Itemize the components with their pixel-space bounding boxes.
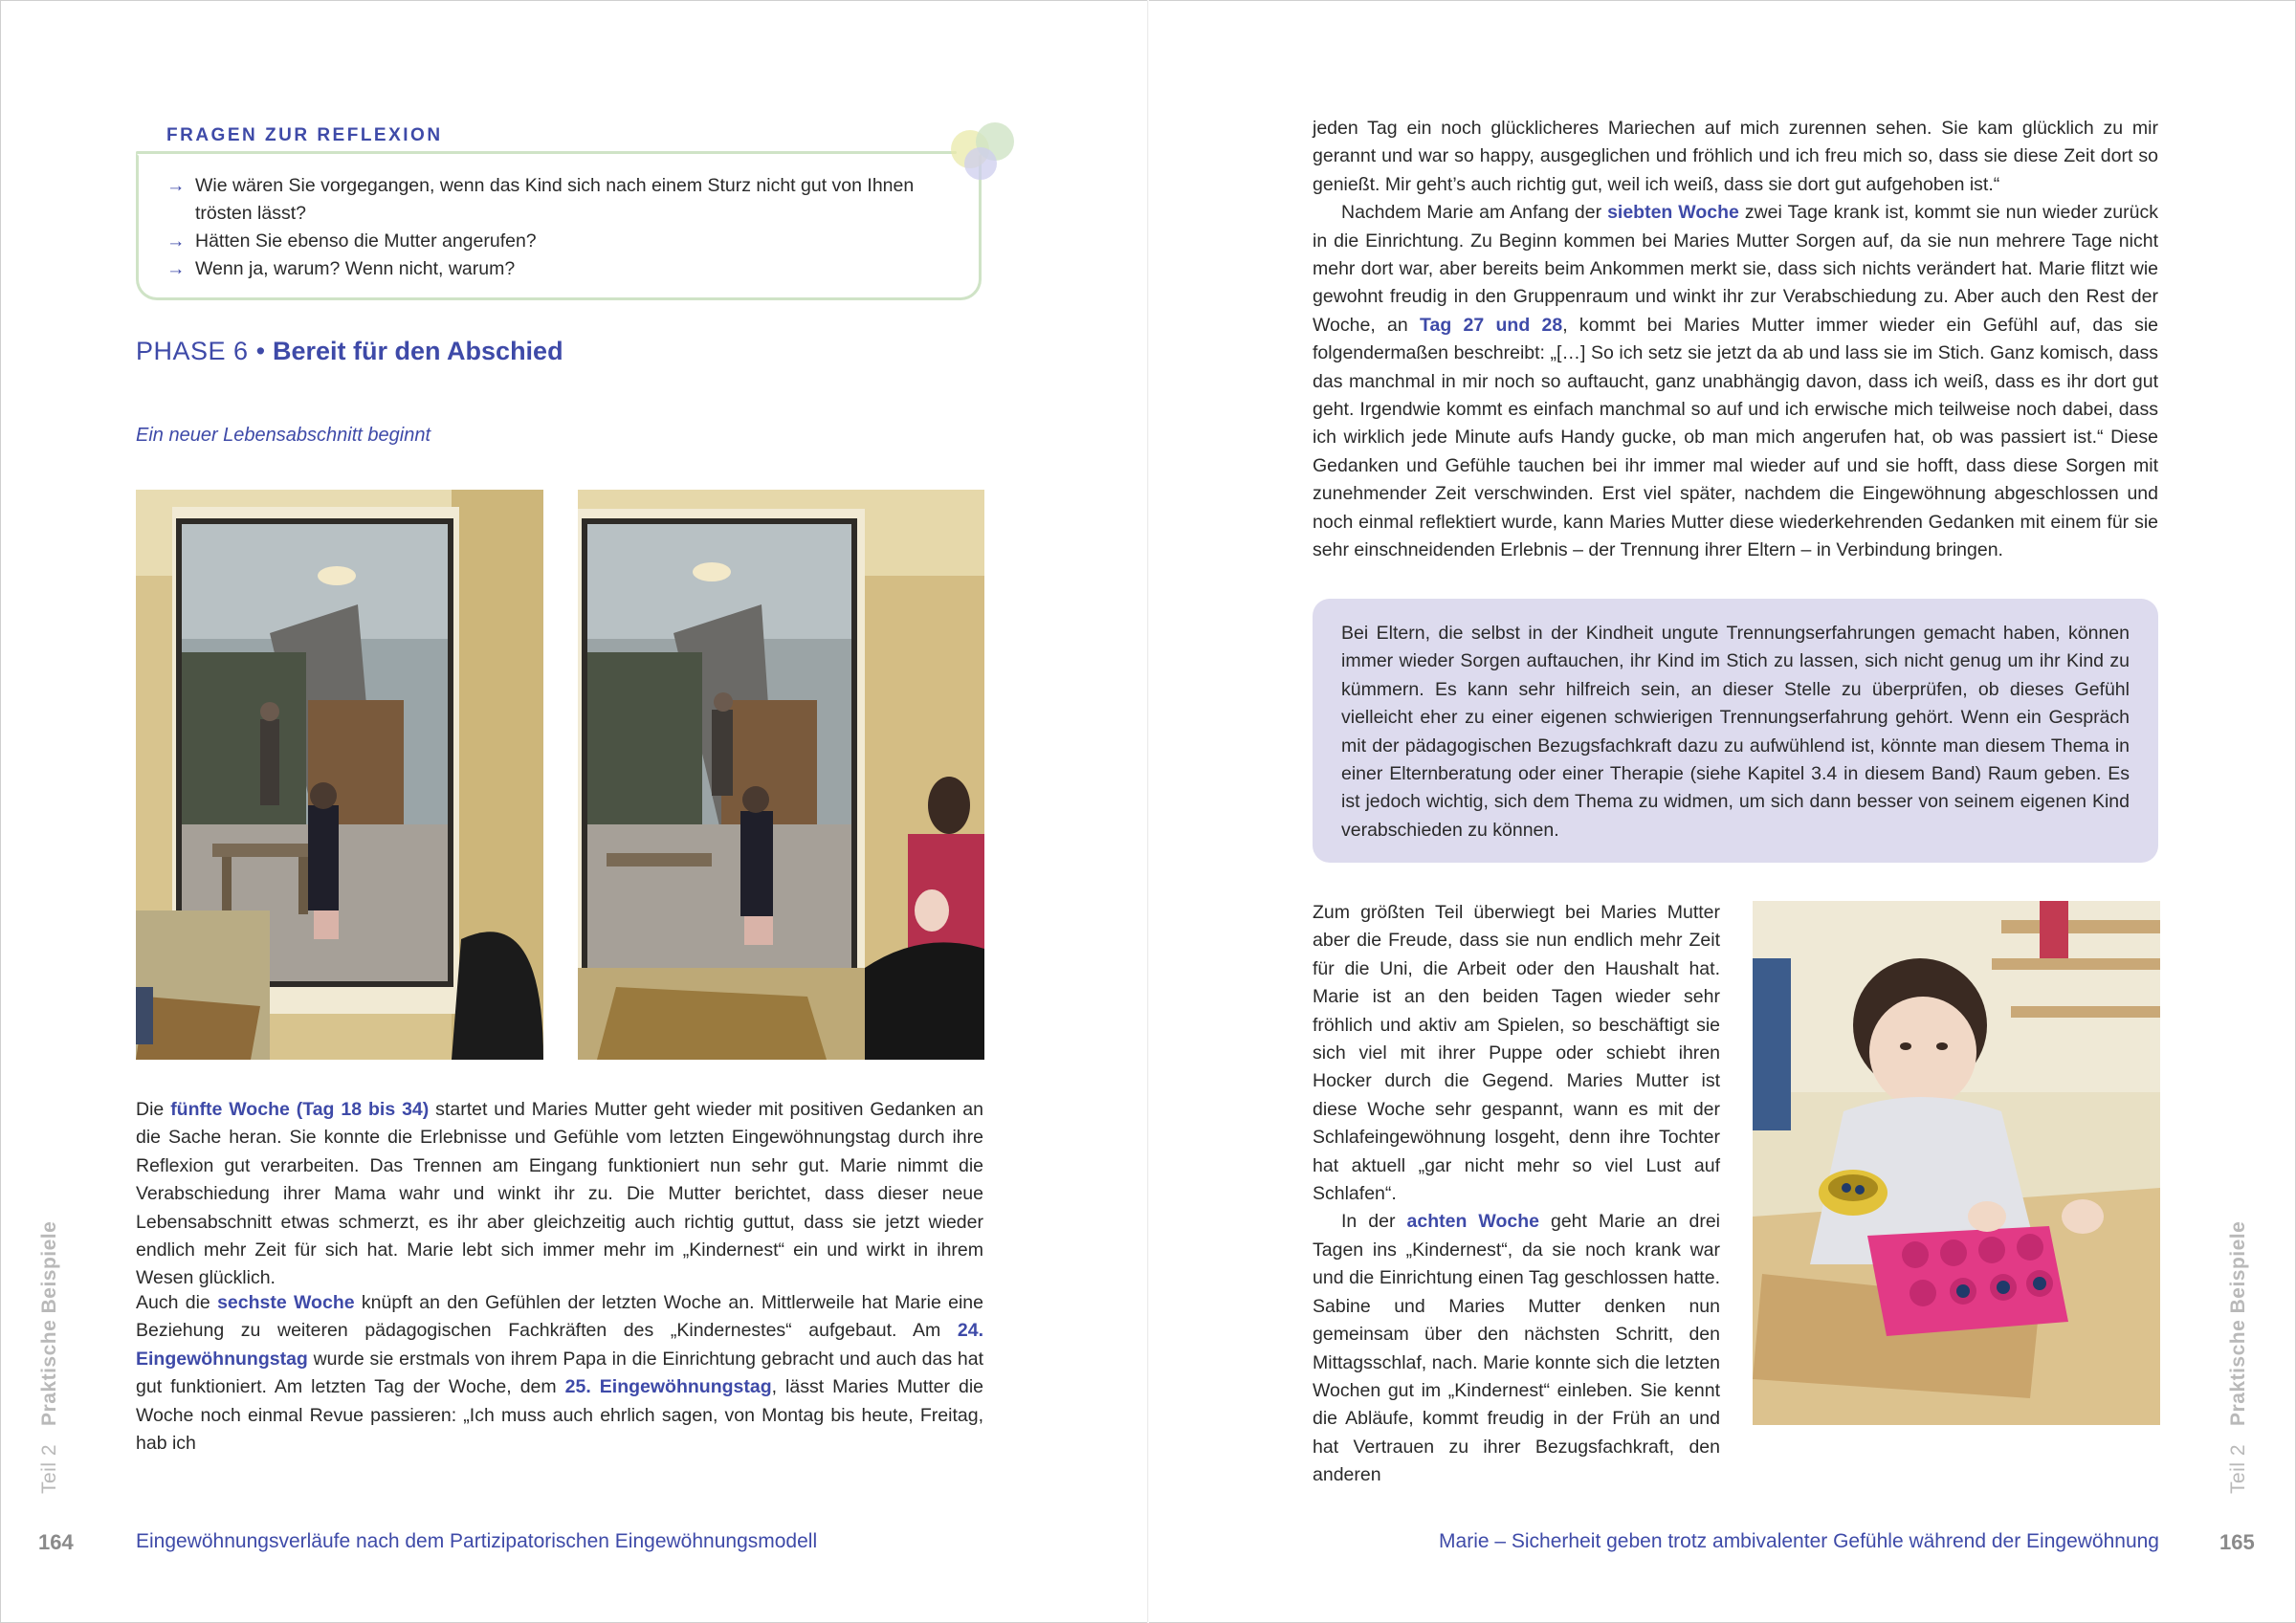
reflection-questions bbox=[166, 172, 951, 283]
running-footer-right: Marie – Sicherheit geben trotz ambivalenter Gefühle während der Eingewöhnung bbox=[1439, 1530, 2159, 1552]
page-number-right: 165 bbox=[2219, 1530, 2255, 1554]
highlight-day-25: 25. Eingewöhnungstag bbox=[564, 1376, 772, 1398]
book-spine bbox=[1147, 0, 1149, 1623]
photo-child-at-window-1 bbox=[136, 490, 543, 1060]
phase-separator: • bbox=[255, 337, 266, 365]
list-item: → Wenn ja, warum? Wenn nicht, warum? bbox=[166, 255, 951, 283]
page-number-left: 164 bbox=[38, 1530, 74, 1554]
arrow-right-icon: → bbox=[166, 230, 186, 252]
highlight-week-five: fünfte Woche (Tag 18 bis 34) bbox=[170, 1099, 430, 1120]
body-paragraph: Die fünfte Woche (Tag 18 bis 34) startet und Maries Mutter geht wieder mit positiven Gedanken an die Sache heran. Sie konnte die Erlebnisse und Gefühle vom letzten Eingewöhnungstag durch ihre Reflexion gut verarbeiten. Das Trennen am Eingang funktioniert nun sehr gut. Marie nimmt die Verabschiedung ihrer Mama wahr und winkt ihr zu. Die Mutter berichtet, dass dieser neue Lebensabschnitt etwas schmerzt, es ihr aber gleichzeitig auch richtig guttut, dass sie jetzt wieder endlich mehr Zeit für sich hat. Marie lebt sich immer mehr im „Kindernest“ ein und wirkt in ihrem Wesen glücklich. bbox=[136, 1099, 983, 1289]
body-paragraph: jeden Tag ein noch glücklicheres Mariechen auf mich zurennen sehen. Sie kam glücklich zu mir gerannt und war so happy, ausgeglichen und fröhlich und ich freu mich so, dass sie diese Zeit dort so genießt. Mir geht’s auch richtig gut, weil ich weiß, dass sie dort gut aufgehoben ist.“ Nachdem Marie am Anfang der siebten Woche zwei Tage krank ist, kommt sie nun wieder zurück in die Einrichtung. Zu Beginn kommen bei Maries Mutter Sorgen auf, da sie nun mehrere Tage nicht mehr dort war, aber bereits beim Ankommen merkt sie, dass sich nichts verändert hat. Marie flitzt wie gewohnt freudig in den Gruppenraum und winkt ihr zur Verabschiedung zu. Aber auch den Rest der Woche, an Tag 27 und 28, kommt bei Maries Mutter immer wieder ein Gefühl auf, das sie folgendermaßen beschreibt: „[…] So ich setz sie jetzt da ab und lass sie im Stich. Ganz komisch, dass das manchmal in mir noch so auftaucht, ganz unabhängig davon, dass ich weiß, dass es ihr dort gut geht. Irgendwie kommt es einfach manchmal so auf und ich erwische mich teilweise noch dabei, dass ich wirklich jede Minute aufs Handy gucke, ob man mich angerufen hat, ob was passiert ist.“ Diese Gedanken und Gefühle tauchen bei ihr immer mal wieder auf und sie hofft, dass diese Sorgen mit zunehmender Zeit verschwinden. Erst viel später, nachdem die Eingewöhnung abgeschlossen und noch einmal reflektiert wurde, kann Maries Mutter diese wiederkehrenden Gedanken mit einem für sie sehr einschneidenden Erlebnis – der Trennung ihrer Eltern – in Verbindung bringen. bbox=[1313, 118, 2158, 561]
section-subtitle: Ein neuer Lebensabschnitt beginnt bbox=[136, 425, 431, 446]
highlight-days-27-28: Tag 27 und 28 bbox=[1420, 314, 1563, 336]
reflection-title: FRAGEN ZUR REFLEXION bbox=[166, 125, 443, 145]
overlapping-circles-icon bbox=[943, 121, 1020, 187]
body-paragraph: Auch die sechste Woche knüpft an den Gefühlen der letzten Woche an. Mittlerweile hat Marie eine Beziehung zu weiteren pädagogischen Fachkräften des „Kindernestes“ aufgebaut. Am 24. Eingewöhnungstag wurde sie erstmals von ihrem Papa in die Einrichtung gebracht und auch das hat gut funktioniert. Am letzten Tag der Woche, dem 25. Eingewöhnungstag, lässt Maries Mutter die Woche noch einmal Revue passieren: „Ich muss auch ehrlich sagen, von Montag bis heute, Freitag, hab ich bbox=[136, 1292, 983, 1455]
side-label-right bbox=[2227, 1221, 2250, 1494]
side-label-part: Teil 2 bbox=[38, 1443, 60, 1494]
side-label-left bbox=[38, 1221, 61, 1494]
arrow-right-icon: → bbox=[166, 258, 186, 279]
photo-child-playing-marbles bbox=[1753, 901, 2160, 1425]
phase-number: PHASE 6 bbox=[136, 337, 249, 365]
photo-child-at-window-2 bbox=[578, 490, 984, 1060]
side-label-section: Praktische Beispiele bbox=[2227, 1220, 2249, 1426]
body-paragraph: Zum größten Teil überwiegt bei Maries Mutter aber die Freude, dass sie nun endlich mehr Zeit für die Uni, die Arbeit oder den Haushalt hat. Marie ist an den beiden Tagen wieder sehr fröhlich und aktiv am Spielen, so beschäftigt sie sich viel mit ihrer Puppe oder schiebt ihren Hocker durch die Gegend. Maries Mutter ist diese Woche sehr gespannt, wann es mit der Schlafeingewöhnung losgeht, denn ihre Tochter hat aktuell „gar nicht mehr so viel Lust auf Schlafen“. In der achten Woche geht Marie an drei Tagen ins „Kindernest“, da sie noch krank war und die Einrichtung einen Tag geschlossen hatte. Sabine und Maries Mutter denken nun gemeinsam über den nächsten Schritt, den Mittagsschlaf, nach. Marie konnte sich die letzten Wochen gut im „Kindernest“ einleben. Sie kennt die Abläufe, kommt freudig in der Früh an und hat Vertrauen zu ihrer Bezugsfachkraft, den anderen bbox=[1313, 902, 1720, 1486]
list-item: → Wie wären Sie vorgegangen, wenn das Kind sich nach einem Sturz nicht gut von Ihnen trösten lässt? bbox=[166, 172, 951, 228]
list-item: → Hätten Sie ebenso die Mutter angerufen? bbox=[166, 228, 951, 255]
arrow-right-icon: → bbox=[166, 175, 186, 196]
highlight-week-six: sechste Woche bbox=[217, 1292, 355, 1313]
highlight-week-eight: achten Woche bbox=[1406, 1211, 1539, 1233]
highlight-week-seven: siebten Woche bbox=[1607, 202, 1739, 224]
phase-title: Bereit für den Abschied bbox=[273, 337, 563, 365]
side-label-part: Teil 2 bbox=[2227, 1443, 2249, 1494]
phase-heading bbox=[136, 337, 563, 366]
highlight-day-24: 24. Eingewöhnungstag bbox=[136, 1320, 983, 1370]
running-footer-left: Eingewöhnungsverläufe nach dem Partizipatorischen Eingewöhnungsmodell bbox=[136, 1530, 818, 1552]
info-callout-box: Bei Eltern, die selbst in der Kindheit ungute Trennungserfahrungen gemacht haben, können immer wieder Sorgen auftauchen, ihr Kind im Stich zu lassen, sich nicht genug um ihr Kind zu kümmern. Es kann sehr hilfreich sein, an dieser Stelle zu überprüfen, ob dieses Gefühl vielleicht eher zu einer eigenen schwierigen Trennungserfahrung gehört. Wenn ein Gespräch mit der pädagogischen Bezugsfachkraft dazu zu aufwühlend ist, könnte man diesem Thema in einer Elternberatung oder einer Therapie (siehe Kapitel 3.4 in diesem Band) Raum geben. Es ist jedoch wichtig, sich dem Thema zu widmen, um sich dann besser von seinem eigenen Kind verabschieden zu können. bbox=[1313, 599, 2158, 863]
side-label-section: Praktische Beispiele bbox=[38, 1220, 60, 1426]
